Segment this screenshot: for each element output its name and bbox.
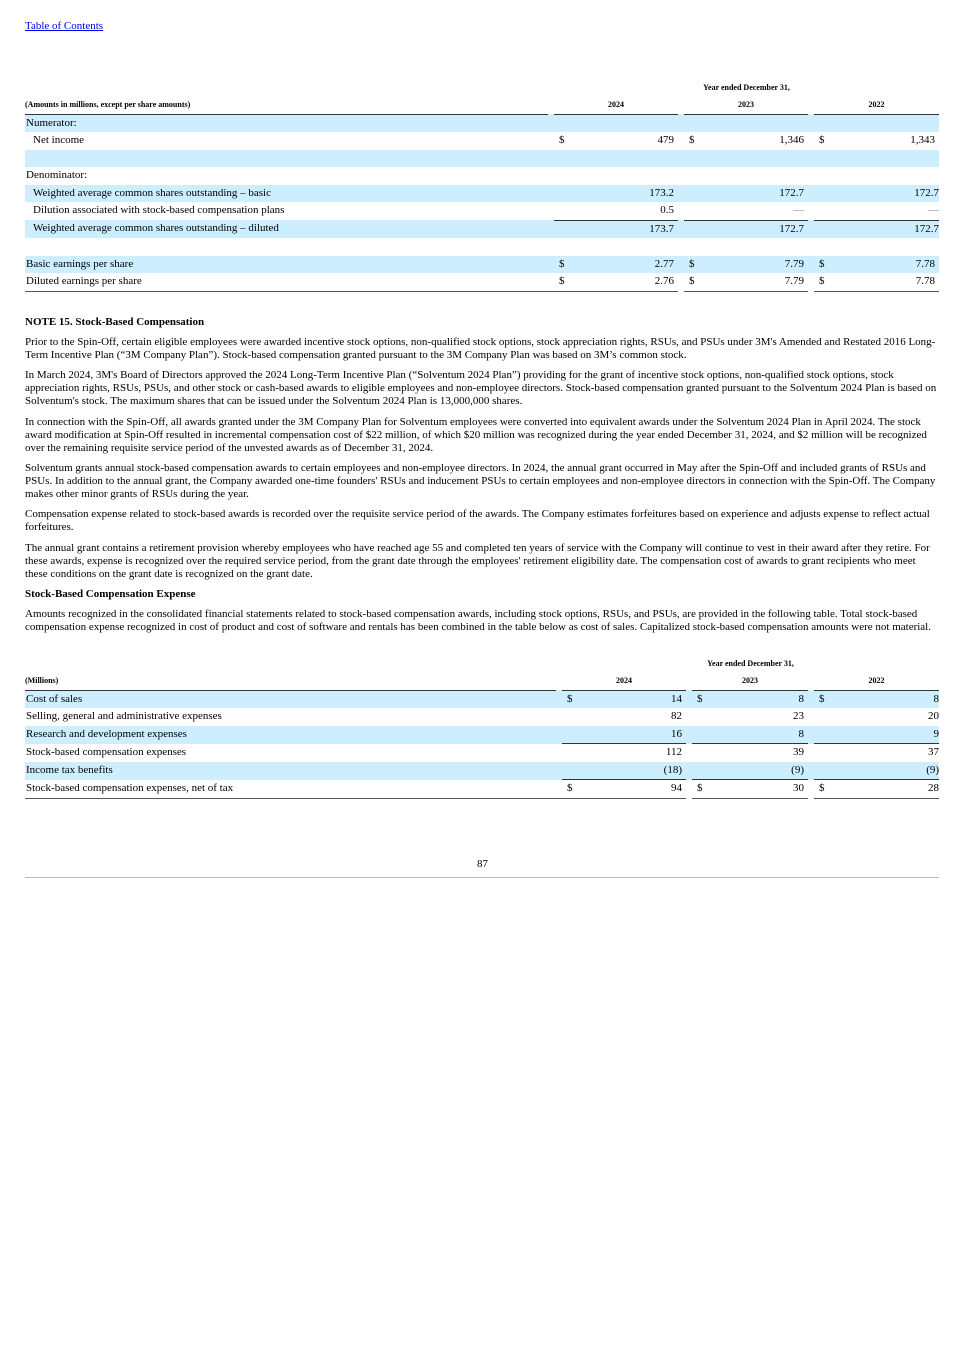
currency-symbol: $ — [814, 690, 834, 708]
cell-value: 8 — [712, 690, 808, 708]
cell-value: — — [793, 204, 804, 216]
currency-symbol — [814, 708, 834, 726]
column-super-header: Year ended December 31, — [707, 658, 794, 668]
table-label-header: (Millions) — [25, 673, 556, 691]
row-label: Net income — [33, 134, 85, 146]
table-row — [25, 690, 939, 708]
year-header: 2024 — [554, 97, 678, 115]
cell-value: 7.79 — [704, 273, 808, 291]
table-label-header: (Amounts in millions, except per share amounts) — [25, 97, 548, 115]
table-row — [25, 726, 939, 744]
note-paragraph: Amounts recognized in the consolidated financial statements related to stock-based compensation awards, including stock options, RSUs, and PSUs, are provided in the following table. Total stock-based compensation expense recognized in cost of product and cost of software and rentals has been combined in the table below as cost of sales. Capitalized stock-based compensation amounts were not material. — [25, 608, 931, 633]
cell-value: 7.78 — [834, 273, 939, 291]
note-paragraph: Prior to the Spin-Off, certain eligible employees were awarded incentive stock options, non-qualified stock options, stock appreciation rights, RSUs, and PSUs under 3M's Amended and Restated 2016 Long-Term Incentive Plan (“3M Company Plan”). Stock-based compensation granted pursuant to the 3M Company Plan was based on 3M’s common stock. — [25, 336, 936, 361]
cell-value: 172.7 — [834, 185, 939, 203]
cell-value: 30 — [712, 780, 808, 799]
table-row — [25, 762, 939, 780]
currency-symbol — [692, 708, 712, 726]
year-header: 2022 — [814, 97, 939, 115]
cell-value: 16 — [582, 726, 686, 744]
cell-value: 9 — [834, 726, 939, 744]
cell-value: (9) — [712, 762, 808, 780]
currency-symbol — [814, 762, 834, 780]
row-label: Stock-based compensation expenses — [26, 745, 187, 758]
row-label: Cost of sales — [25, 690, 556, 708]
table-row — [25, 114, 939, 132]
table-row — [25, 185, 939, 203]
cell-value: 94 — [582, 780, 686, 799]
cell-value: 82 — [671, 710, 682, 722]
cell-value: 1,346 — [779, 134, 804, 146]
cell-value: 23 — [793, 710, 804, 722]
cell-value: 172.7 — [704, 220, 808, 238]
currency-symbol: $ — [814, 256, 834, 274]
row-label: Selling, general and administrative expenses — [26, 710, 222, 722]
table-row — [25, 744, 939, 762]
cell-value: 2.76 — [574, 273, 678, 291]
row-label: Income tax benefits — [25, 762, 556, 780]
cell-value: 479 — [657, 134, 674, 146]
cell-value: 1,343 — [910, 134, 936, 146]
column-super-header: Year ended December 31, — [703, 82, 790, 92]
currency-symbol — [562, 708, 582, 726]
eps-table — [25, 79, 939, 292]
table-row — [25, 132, 939, 150]
currency-symbol: $ — [814, 780, 834, 799]
table-row — [25, 780, 939, 799]
currency-symbol: $ — [689, 134, 695, 146]
row-label: Numerator: — [25, 114, 548, 132]
cell-value: — — [928, 204, 940, 216]
cell-value: 173.7 — [574, 220, 678, 238]
currency-symbol: $ — [814, 273, 834, 291]
cell-value: 173.2 — [574, 185, 678, 203]
row-label: Denominator: — [26, 169, 88, 181]
cell-value: 7.78 — [834, 256, 939, 274]
currency-symbol — [562, 726, 582, 744]
row-label: Dilution associated with stock-based compensation plans — [33, 204, 285, 217]
table-row — [25, 220, 939, 238]
row-label: Diluted earnings per share — [25, 273, 548, 291]
cell-value: 2.77 — [574, 256, 678, 274]
currency-symbol: $ — [562, 780, 582, 799]
currency-symbol: $ — [692, 780, 712, 799]
row-label: Basic earnings per share — [25, 256, 548, 274]
currency-symbol — [562, 762, 582, 780]
cell-value: 8 — [834, 690, 939, 708]
currency-symbol — [814, 744, 834, 762]
currency-symbol — [814, 726, 834, 744]
cell-value: 172.7 — [834, 220, 939, 238]
note-paragraph: In March 2024, 3M's Board of Directors approved the 2024 Long-Term Incentive Plan (“Solventum 2024 Plan”) providing for the grant of incentive stock options, non-qualified stock options, stock appreciation rights, RSUs, PSUs, and other stock or cash-based awards to eligible employees and non-employee directors. Stock-based compensation granted pursuant to the Solventum 2024 Plan is based on Solventum's stock. The maximum shares that can be issued under the Solventum 2024 Plan is 13,000,000 shares. — [25, 369, 937, 407]
currency-symbol — [692, 762, 712, 780]
year-header: 2023 — [684, 97, 808, 115]
cell-value: 14 — [582, 690, 686, 708]
table-of-contents-link[interactable]: Table of Contents — [25, 20, 104, 32]
currency-symbol: $ — [554, 256, 574, 274]
currency-symbol: $ — [692, 690, 712, 708]
table-row — [25, 256, 939, 274]
note-paragraph: Compensation expense related to stock-based awards is recorded over the requisite service period of the awards. The Company estimates forfeitures based on experience and adjusts expense to reflect actual forfeitures. — [25, 508, 930, 533]
spacer-row — [25, 150, 939, 168]
currency-symbol: $ — [562, 690, 582, 708]
table-row — [25, 708, 939, 726]
cell-value: 39 — [712, 744, 808, 762]
footer-divider — [25, 877, 939, 878]
cell-value: 28 — [834, 780, 939, 799]
row-label: Stock-based compensation expenses, net of tax — [25, 780, 556, 799]
table-row — [25, 273, 939, 291]
year-header: 2022 — [814, 673, 939, 691]
cell-value: 20 — [928, 710, 940, 722]
cell-value: 37 — [834, 744, 939, 762]
cell-value: (18) — [582, 762, 686, 780]
cell-value: 8 — [712, 726, 808, 744]
table-row — [25, 167, 939, 185]
cell-value: 172.7 — [704, 185, 808, 203]
cell-value: 0.5 — [660, 204, 674, 216]
currency-symbol — [692, 744, 712, 762]
currency-symbol: $ — [559, 134, 565, 146]
section-subheading: Stock-Based Compensation Expense — [25, 588, 196, 600]
note-paragraph: The annual grant contains a retirement provision whereby employees who have reached age 55 and completed ten years of service with the Company will continue to vest in their award after they retire. For these awards, expense is recognized over the required service period, from the grant date through the employees' retirement eligibility date. The compensation cost of awards to grant recipients who meet these conditions on the grant date is recognized on the grant date. — [25, 542, 930, 580]
year-header: 2023 — [692, 673, 808, 691]
currency-symbol: $ — [554, 273, 574, 291]
cell-value: 112 — [582, 744, 686, 762]
row-label: Weighted average common shares outstanding – diluted — [25, 220, 548, 238]
currency-symbol — [562, 744, 582, 762]
row-label: Research and development expenses — [25, 726, 556, 744]
table-row — [25, 202, 939, 220]
currency-symbol: $ — [684, 256, 704, 274]
currency-symbol — [692, 726, 712, 744]
note-paragraph: Solventum grants annual stock-based compensation awards to certain employees and non-employee directors. In 2024, the annual grant occurred in May after the Spin-Off and included grants of RSUs and PSUs. In addition to the annual grant, the Company awarded one-time founders' RSUs and inducement PSUs to certain employees and non-employee directors in connection with the Spin-Off. The Company makes other minor grants of RSUs during the year. — [25, 462, 936, 500]
currency-symbol: $ — [819, 134, 825, 146]
note-title: NOTE 15. Stock-Based Compensation — [25, 316, 205, 328]
sbc-expense-table — [25, 655, 939, 799]
page-number: 87 — [477, 858, 488, 870]
note-paragraph: In connection with the Spin-Off, all awards granted under the 3M Company Plan for Solventum employees were converted into equivalent awards under the Solventum 2024 Plan in April 2024. The stock award modification at Spin-Off resulted in incremental compensation cost of $22 million, of which $20 million was recognized during the year ended December 31, 2024, and $2 million will be recognized over the remaining requisite service period of the unvested awards as of December 31, 2024. — [25, 416, 927, 454]
cell-value: (9) — [834, 762, 939, 780]
row-label: Weighted average common shares outstanding – basic — [25, 185, 548, 203]
currency-symbol: $ — [684, 273, 704, 291]
cell-value: 7.79 — [704, 256, 808, 274]
year-header: 2024 — [562, 673, 686, 691]
